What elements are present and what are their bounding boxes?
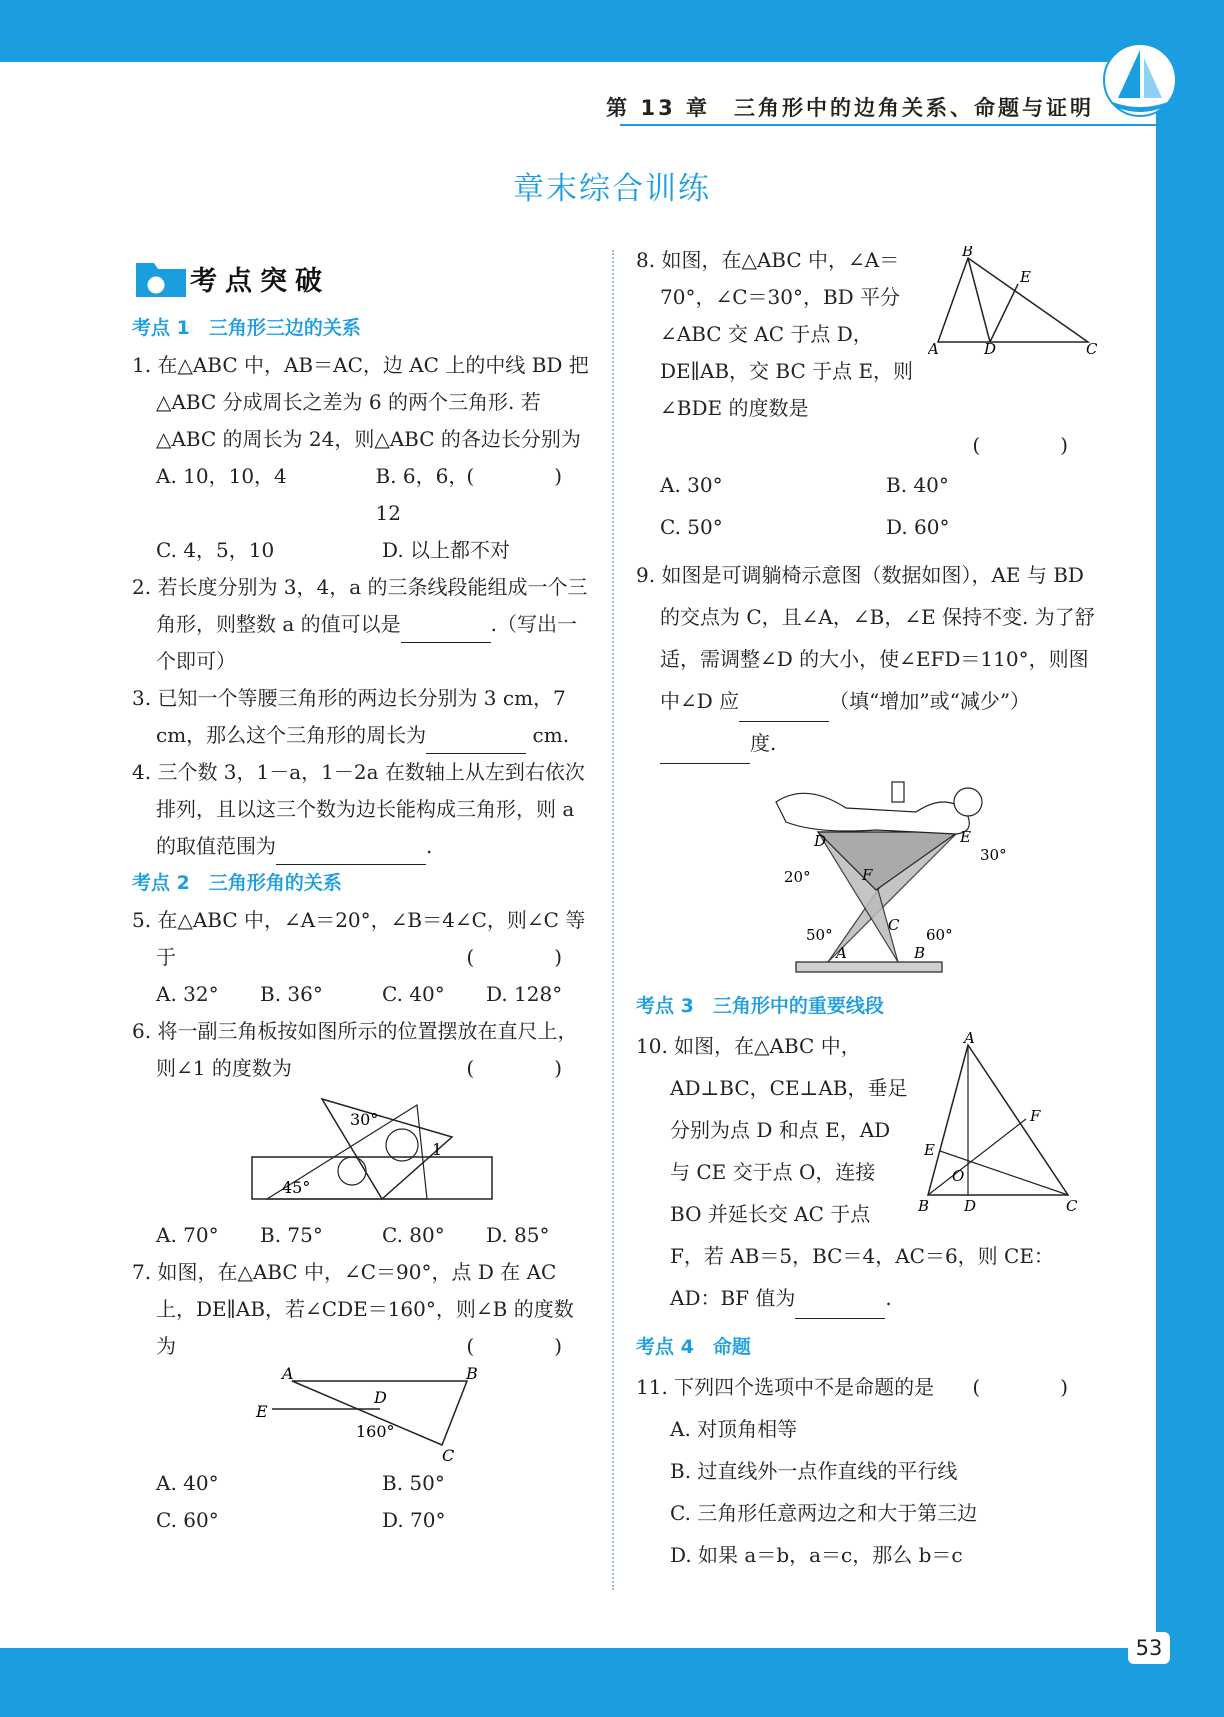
- question-8: [636, 242, 1098, 464]
- q8-options-row2: [636, 506, 1098, 548]
- q5-answer-paren: ( ): [466, 945, 592, 969]
- q10-label-o: O: [952, 1167, 965, 1185]
- q9-angle-50: 50°: [806, 926, 833, 944]
- q1-answer-paren: ( ): [466, 464, 592, 488]
- q9-label-d: D: [814, 832, 827, 850]
- q11-answer-paren: ( ): [972, 1375, 1098, 1399]
- q3-blank[interactable]: [426, 731, 526, 754]
- q7-angle-160: 160°: [356, 1422, 395, 1441]
- q7-options-row2: [132, 1502, 592, 1539]
- column-divider: [612, 250, 614, 1590]
- q8-option-d: D. 60°: [886, 515, 950, 539]
- q9-blank-1[interactable]: [739, 699, 829, 722]
- q3-text-end: cm.: [526, 723, 570, 747]
- q11-options: [636, 1408, 1098, 1576]
- q7-label-a: A: [282, 1365, 294, 1383]
- q4-text: 4. 三个数 3，1－a，1－2a 在数轴上从左到右依次排列，且以这三个数为边长能构成三角形，则 a 的取值范围为: [132, 760, 585, 858]
- q7-label-d: D: [374, 1388, 387, 1407]
- page-number: 53: [1128, 1632, 1170, 1664]
- q5-option-b: B. 36°: [260, 982, 323, 1006]
- q3-text: 3. 已知一个等腰三角形的两边长分别为 3 cm，7 cm，那么这个三角形的周长为: [132, 686, 566, 747]
- section-badge: [132, 255, 362, 301]
- q5-option-d: D. 128°: [486, 982, 563, 1006]
- q8-figure: [928, 246, 1098, 356]
- q9-label-a: A: [836, 944, 847, 962]
- question-7: [132, 1254, 592, 1365]
- q6-angle-1: 1: [432, 1140, 443, 1159]
- left-column: [132, 310, 592, 1539]
- q8-label-a: A: [928, 340, 939, 356]
- q6-angle-30: 30°: [350, 1110, 379, 1129]
- q7-label-c: C: [442, 1446, 455, 1465]
- q9-angle-20: 20°: [784, 868, 811, 886]
- q11-option-a: A. 对顶角相等: [670, 1417, 798, 1441]
- q8-label-c: C: [1086, 340, 1098, 356]
- kd3-heading: 考点 3 三角形中的重要线段: [636, 995, 884, 1017]
- q4-text-end: .: [426, 834, 433, 858]
- q6-option-d: D. 85°: [486, 1223, 550, 1247]
- q6-option-b: B. 75°: [260, 1223, 323, 1247]
- q4-blank[interactable]: [276, 842, 426, 865]
- q7-option-d: D. 70°: [382, 1508, 446, 1532]
- q11-text: 11. 下列四个选项中不是命题的是: [636, 1375, 935, 1399]
- q1-options-row2: [132, 532, 592, 569]
- q8-options-row1: [636, 464, 1098, 506]
- q7-option-b: B. 50°: [382, 1471, 445, 1495]
- q9-angle-60: 60°: [926, 926, 953, 944]
- q8-option-c: C. 50°: [660, 515, 723, 539]
- q9-angle-30: 30°: [980, 846, 1007, 864]
- q8-answer-paren: ( ): [972, 433, 1098, 457]
- q1-option-a: A. 10，10，4: [156, 464, 287, 488]
- q9-label-f: F: [862, 866, 873, 884]
- q10-blank[interactable]: [795, 1296, 885, 1319]
- q6-figure: [132, 1087, 592, 1217]
- q5-text: 5. 在△ABC 中，∠A＝20°，∠B＝4∠C，则∠C 等于: [132, 908, 586, 969]
- q11-option-b: B. 过直线外一点作直线的平行线: [670, 1459, 958, 1483]
- q10-label-f: F: [1030, 1107, 1041, 1125]
- q8-option-a: A. 30°: [660, 473, 723, 497]
- section-badge-label: 考点突破: [190, 266, 330, 297]
- q6-option-c: C. 80°: [382, 1223, 445, 1247]
- q8-text: 8. 如图，在△ABC 中，∠A＝70°，∠C＝30°，BD 平分∠ABC 交 AC 于点 D，DE∥AB，交 BC 于点 E，则∠BDE 的度数是: [636, 248, 914, 420]
- question-6: [132, 1013, 592, 1087]
- q6-option-a: A. 70°: [156, 1223, 219, 1247]
- q11-option-c: C. 三角形任意两边之和大于第三边: [670, 1501, 978, 1525]
- q1-option-d: D. 以上都不对: [382, 538, 511, 562]
- q7-option-c: C. 60°: [156, 1508, 219, 1532]
- header-underline: [620, 124, 1156, 126]
- right-column: [636, 242, 1098, 1576]
- q8-label-e: E: [1020, 268, 1031, 286]
- q10-figure: [918, 1031, 1098, 1221]
- question-11: [636, 1366, 1098, 1408]
- kd4-heading: 考点 4 命题: [636, 1336, 751, 1358]
- q9-label-e: E: [960, 828, 971, 846]
- q9-text-mid: （填“增加”或“减少”）: [829, 689, 1031, 713]
- q8-option-b: B. 40°: [886, 473, 949, 497]
- q10-label-d: D: [964, 1197, 977, 1215]
- q9-text: 9. 如图是可调躺椅示意图（数据如图），AE 与 BD 的交点为 C，且∠A，∠B，∠E 保持不变. 为了舒适，需调整∠D 的大小，使∠EFD＝110°，则图中∠D 应: [636, 563, 1095, 713]
- q2-blank[interactable]: [401, 620, 491, 643]
- q1-text: 1. 在△ABC 中，AB＝AC，边 AC 上的中线 BD 把△ABC 分成周长之差为 6 的两个三角形. 若△ABC 的周长为 24，则△ABC 的各边长分别为: [132, 353, 589, 451]
- q9-blank-2[interactable]: [660, 741, 750, 764]
- top-decor-bar: [0, 0, 1224, 62]
- question-3: [132, 680, 592, 754]
- q7-label-b: B: [466, 1365, 478, 1383]
- q5-options: [132, 976, 592, 1013]
- q7-answer-paren: ( ): [466, 1334, 592, 1358]
- question-2: [132, 569, 592, 680]
- kd2-heading: 考点 2 三角形角的关系: [132, 872, 342, 894]
- q11-option-d: D. 如果 a＝b，a＝c，那么 b＝c: [670, 1543, 963, 1567]
- q10-label-b: B: [918, 1197, 930, 1215]
- q8-label-b: B: [962, 246, 974, 260]
- bottom-decor-bar: [0, 1648, 1224, 1717]
- q9-label-c: C: [888, 916, 900, 934]
- chapter-header: 第 13 章 三角形中的边角关系、命题与证明: [606, 96, 1094, 120]
- q2-text-end: .（写出一个即可）: [156, 612, 577, 673]
- q6-options: [132, 1217, 592, 1254]
- q10-label-a: A: [964, 1031, 975, 1047]
- q10-label-c: C: [1066, 1197, 1078, 1215]
- q6-text: 6. 将一副三角板按如图所示的位置摆放在直尺上，则∠1 的度数为: [132, 1019, 578, 1080]
- q10-text: 10. 如图，在△ABC 中，AD⊥BC，CE⊥AB，垂足分别为点 D 和点 E，AD 与 CE 交于点 O，连接 BO 并延长交 AC 于点 F，若 AB＝5，BC＝4，AC＝6，则 CE：AD：BF 值为: [636, 1034, 1054, 1310]
- q7-label-e: E: [256, 1402, 268, 1421]
- sailboat-icon: [1100, 40, 1180, 120]
- q6-answer-paren: ( ): [466, 1056, 592, 1080]
- q7-option-a: A. 40°: [156, 1471, 219, 1495]
- question-10: [636, 1025, 1098, 1319]
- q5-option-a: A. 32°: [156, 982, 219, 1006]
- q1-option-b: B. 6，6，12: [375, 464, 469, 525]
- q9-text-end: 度.: [750, 731, 777, 755]
- right-decor-bar: [1156, 0, 1224, 1717]
- q2-text: 2. 若长度分别为 3，4，a 的三条线段能组成一个三角形，则整数 a 的值可以是: [132, 575, 588, 636]
- question-4: [132, 754, 592, 865]
- q7-figure: [132, 1365, 592, 1465]
- folder-icon: [132, 255, 192, 301]
- q1-options-row1: [132, 458, 490, 532]
- q9-label-b: B: [914, 944, 926, 962]
- q6-angle-45: 45°: [282, 1178, 311, 1197]
- question-9: [636, 554, 1098, 764]
- q10-text-end: .: [885, 1286, 892, 1310]
- q10-label-e: E: [924, 1141, 935, 1159]
- page-title: 章末综合训练: [513, 171, 711, 207]
- q7-text: 7. 如图，在△ABC 中，∠C＝90°，点 D 在 AC 上，DE∥AB，若∠CDE＝160°，则∠B 的度数为: [132, 1260, 574, 1358]
- q8-paren-row: [660, 427, 1098, 464]
- q5-option-c: C. 40°: [382, 982, 445, 1006]
- q8-label-d: D: [984, 340, 997, 356]
- q7-options-row1: [132, 1465, 592, 1502]
- q9-figure: [636, 772, 1098, 982]
- question-5: [132, 902, 592, 976]
- q1-option-c: C. 4，5，10: [156, 538, 275, 562]
- kd1-heading: 考点 1 三角形三边的关系: [132, 317, 361, 339]
